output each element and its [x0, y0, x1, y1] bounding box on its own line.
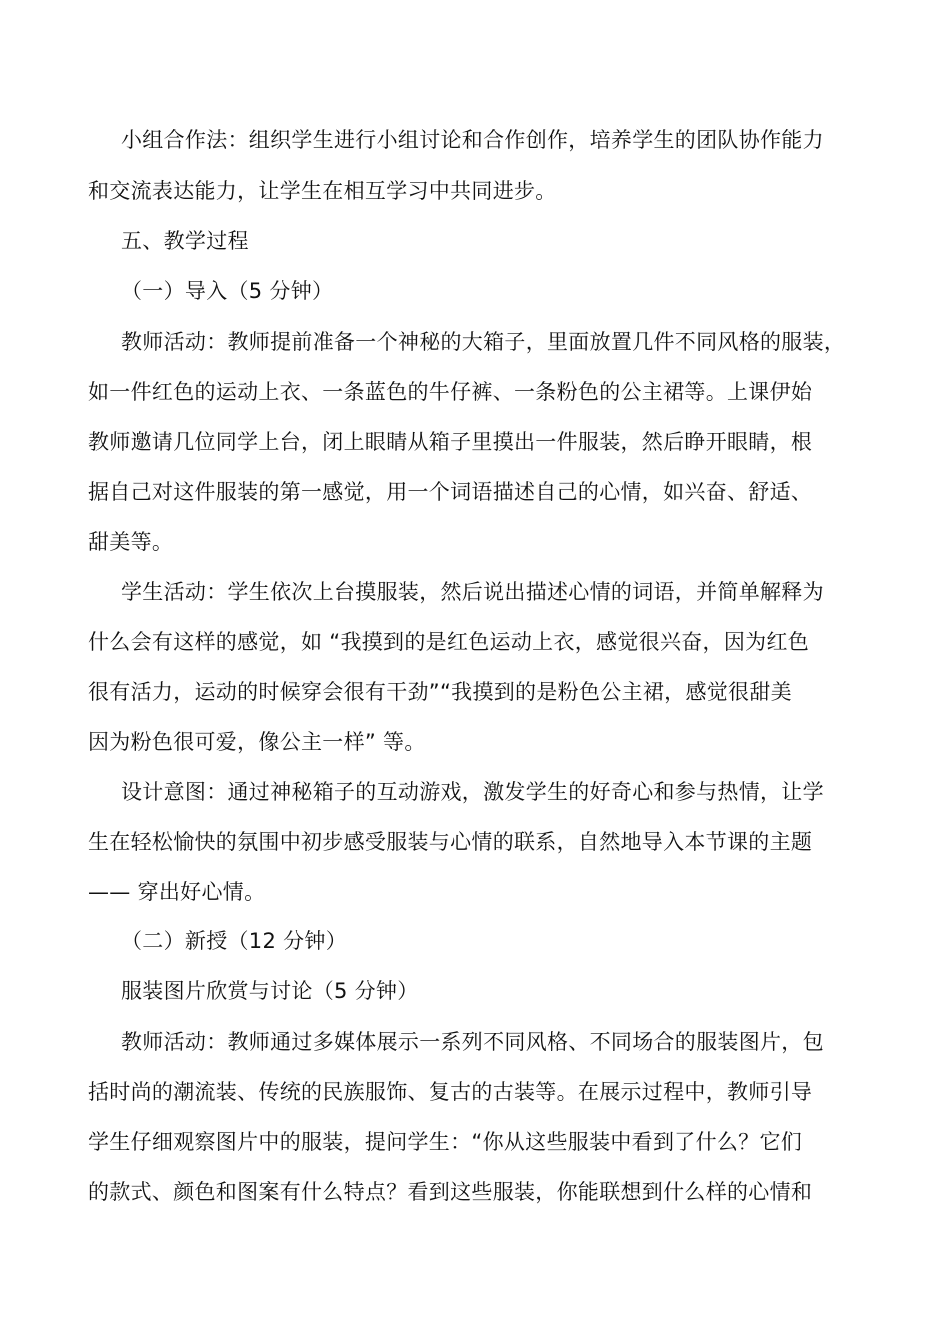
text-line: 学生仔细观察图片中的服装，提问学生：“你从这些服装中看到了什么？它们: [88, 1130, 803, 1154]
text-line: 学生活动：学生依次上台摸服装，然后说出描述心情的词语，并简单解释为: [121, 580, 824, 604]
text-line: 服装图片欣赏与讨论（5 分钟）: [121, 979, 419, 1003]
text-line: 生在轻松愉快的氛围中初步感受服装与心情的联系，自然地导入本节课的主题: [88, 830, 813, 854]
text-line: 括时尚的潮流装、传统的民族服饰、复古的古装等。在展示过程中，教师引导: [88, 1080, 813, 1104]
section-heading: 五、教学过程: [121, 229, 249, 253]
text-line: 如一件红色的运动上衣、一条蓝色的牛仔裤、一条粉色的公主裙等。上课伊始: [88, 380, 813, 404]
subsection-heading: （一）导入（5 分钟）: [121, 279, 334, 303]
text-line: 教师活动：教师通过多媒体展示一系列不同风格、不同场合的服装图片，包: [121, 1030, 824, 1054]
text-line: 小组合作法：组织学生进行小组讨论和合作创作，培养学生的团队协作能力: [121, 128, 824, 152]
text-line: 和交流表达能力，让学生在相互学习中共同进步。: [88, 179, 557, 203]
text-line: 教师活动：教师提前准备一个神秘的大箱子，里面放置几件不同风格的服装，: [121, 330, 846, 354]
text-line: —— 穿出好心情。: [88, 880, 266, 904]
text-line: 教师邀请几位同学上台，闭上眼睛从箱子里摸出一件服装，然后睁开眼睛，根: [88, 430, 813, 454]
text-line: 因为粉色很可爱，像公主一样” 等。: [88, 730, 426, 754]
text-line: 的款式、颜色和图案有什么特点？看到这些服装，你能联想到什么样的心情和: [88, 1180, 813, 1204]
text-line: 很有活力，运动的时候穿会很有干劲”“我摸到的是粉色公主裙，感觉很甜美: [88, 680, 792, 704]
text-line: 甜美等。: [88, 530, 174, 554]
text-line: 什么会有这样的感觉，如 “我摸到的是红色运动上衣，感觉很兴奋，因为红色: [88, 630, 810, 654]
subsection-heading: （二）新授（12 分钟）: [121, 929, 347, 953]
text-line: 据自己对这件服装的第一感觉，用一个词语描述自己的心情，如兴奋、舒适、: [88, 480, 813, 504]
text-line: 设计意图：通过神秘箱子的互动游戏，激发学生的好奇心和参与热情，让学: [121, 780, 824, 804]
